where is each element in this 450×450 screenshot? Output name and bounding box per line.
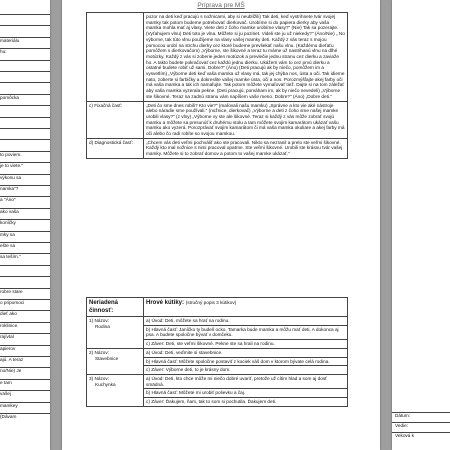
- right-page: [392, 0, 450, 450]
- activity-step: a) Úvod: Deti, môžete sa hrať na rodinu.: [144, 317, 348, 326]
- page-header: Príprava pre MŠ: [197, 2, 245, 9]
- activity-name-cell: [87, 348, 144, 374]
- left-fragment-line: výkonu sa: [0, 174, 50, 181]
- left-fragment-line: apierov: [0, 345, 50, 352]
- left-fragment-line: hu:: [0, 48, 50, 55]
- activity-name: Kuchynka: [95, 381, 116, 387]
- activity-step: c) Záver: Ďakujem, ňam, tak to som si pochutila. Ďakujem deti.: [144, 398, 348, 407]
- left-fragment-line: materiálu: [0, 37, 50, 44]
- lesson-row: [87, 138, 348, 158]
- left-fragment-line: dieť ako: [0, 310, 50, 317]
- activity-number: 2) Názov:: [89, 349, 110, 355]
- left-fragment-line: ešte sa: [0, 242, 50, 249]
- lesson-row: [87, 101, 348, 138]
- lesson-row-text: „Chcem vás deti veľmi pochváliť ako ste pracovali. Nikto sa nezranil a prelo ste veľmi šikovné. Každý kto mal nožnice s nimi pracoval opatrne. Ste veľmi šikovné. Urobili ste krásnu tvár vašej mamky. Môžete si to zobrať domov a potom to vašej mamke ukázať.": [144, 138, 348, 158]
- left-fragment-line: [0, 14, 50, 15]
- activity-step: b) Hlavná časť: Janíčko ty budeš ocko, Tamarka bude mamka a môžu mať deti. A dokonca aj psa. A budete spoločne bývať v domčeku.: [144, 325, 348, 339]
- left-page: [0, 0, 50, 450]
- activity-name: Stavebnice: [95, 355, 119, 361]
- left-fragment-line: rajívtal: [0, 333, 50, 340]
- center-page: [62, 0, 380, 450]
- left-fragment-line: koníčky: [0, 219, 50, 226]
- activity-name: Rodina: [95, 323, 110, 329]
- left-fragment-line: mamkey: [0, 402, 50, 409]
- left-fragment-line: pomôcka: [0, 94, 50, 101]
- left-fragment-line: mky sa: [0, 231, 50, 238]
- left-fragment-line: (Dávam: [0, 413, 50, 420]
- left-fragment-line: [0, 25, 50, 26]
- lesson-row-label: d) Diagnostická časť:: [87, 138, 144, 158]
- left-fragment-line: [0, 139, 50, 140]
- activity-row: [87, 317, 348, 326]
- left-fragment-line: [0, 82, 50, 83]
- left-fragment-line: je to viete.": [0, 162, 50, 169]
- activity-step: c) Záver: Výborne deti, to je krásny dom.: [144, 366, 348, 375]
- left-fragment-line: sa teším.": [0, 253, 50, 260]
- activities-header-row: [87, 298, 348, 317]
- activity-row: [87, 374, 348, 388]
- left-fragment-line: ajú. A teraz: [0, 356, 50, 363]
- activities-subheading-cell: Hrové kútiky: (stručný popis 3 kútikov): [144, 298, 348, 317]
- left-fragment-line: vašej: [0, 390, 50, 397]
- activities-heading: Neriadená činnosť:: [87, 298, 144, 317]
- left-fragment-line: a "Áno": [0, 196, 50, 203]
- right-label: Vedie:: [392, 422, 450, 429]
- left-fragment-line: roklinice.: [0, 322, 50, 329]
- left-fragment-line: [0, 265, 50, 266]
- activity-name-cell: [87, 317, 144, 349]
- left-fragment-line: [0, 105, 50, 106]
- lesson-row-label: c) Fixačná časť:: [87, 101, 144, 138]
- lesson-plan-table: [86, 12, 348, 159]
- activity-number: 1) Názov:: [89, 318, 110, 323]
- left-fragment-line: [0, 60, 50, 61]
- activity-number: 3) Názov:: [89, 375, 110, 381]
- activity-step: b) Hlavná časť: Môžete spoločne postaviť z kociek váš dom v ktorom bývate celá rodina.: [144, 357, 348, 366]
- activity-step: c) Záver: Deti, ste veľmi šikovné. Pekne ste sa hrali na rodinu.: [144, 340, 348, 349]
- activity-name-cell: [87, 374, 144, 406]
- right-label: Veková k: [392, 432, 450, 439]
- left-fragment-line: no/Nie) Je: [0, 367, 50, 374]
- lesson-row-text: „Deti čo sme dnes robili? Kto vie?" (maľovali našu mamku) „Správne a kto vie aké nástroje alebo náradie sme používali." (nožnice, dierkovač) „Výborne a deti z čoho sme našej mamke urobili vlasy?" (z vlny) „Výborne vy ste ale šikovné. Teraz si každý z vás môže zobrať svojú mamku a môžete sa presunúť k druhému stolu a tam môžete svojim kamarátom ukázať vašu mamku ako vyzerá. Porozprávať svojim kamarátom či má vaša mamka okuliare a akej farby má oči alebo čo radi robíte so svojou mamkou.: [144, 101, 348, 138]
- lesson-row-text: pozor na deti keď pracujú s nožnicami, aby si neublížili) Tak deti, keď vystrihnete tvár svojej mamky tak potom budeme potrebovať dierkovač. Urobíme si do papiera dierky aby vaša mamka mohla mať aj vlasy. Viete deti z čoho mamke urobíme vlasy?" (Nie) Tak sa pozerajte. (Vyťahujem vlnu) Deti toto je vlna. Môžete si ju poziriet. Videli ste ju už niekedy?" (Áno/Nie) „ No výborne, tak túto vlnu použijeme na vlasy vašej mamky deti. Každý z vás teraz s mojou pomocou urobí na strchu dierky cez ktoré budeme prevliekať našu vlnu. (Každému dieťaťu pomôžem s dierkovačom) „Výborne, ste šikovné a teraz tu máme už nastrihanú vlnu na dlhé motúzky. Každý z vás si zoberie jeden motúzok a prevlečie jednu stranu cez dierku a zaviaže ho. A takto budete pokračovať cez každú jednu dierku. Ukážem vám to cez prvú dierku a ostatné budete robiť už sami. Dobre?" (Áno) (Deti pracujú ak by niečo, pomôžem im a vysvetlím) „Výborne deti keď vaša mamka už vlasy má, tak jej chýba nos, ústa a oči. Tak idieme nato, zoberte si farbičky a dokreslite vašej mamke ústa, oči a nos. Porozmýšľajte akej farby oči má vaša mamka a tak ich namaľujte. Tak potom môžete vymaľovať tiež. Dajte si na tom záležať aby vaša mamka vyzerala pekne. (Deti pracujú, pomáham im, ak by niečo nevedeli) „Výborne ste šikovné. Teraz na zadnú stranu vám napíšem vaše meno. Dobre?" (Áno) „Dobre deti.": [144, 13, 348, 102]
- left-fragment-line: o pripomoci: [0, 299, 50, 306]
- left-fragment-line: ako vaša: [0, 208, 50, 215]
- left-fragment-line: to poviem.: [0, 151, 50, 158]
- activity-row: [87, 348, 348, 357]
- left-fragment-line: [0, 276, 50, 277]
- left-fragment-line: e tam: [0, 379, 50, 386]
- activity-step: a) Úvod: Deti, kto chce môže mi niečo dobré uvariť, pretože už cítim hlad a som aj dosť smädná.: [144, 374, 348, 388]
- activity-step: a) Úvod: Deti, veďmite si stavebnice.: [144, 348, 348, 357]
- lesson-row: [87, 13, 348, 102]
- left-fragment-line: [0, 71, 50, 72]
- left-fragment-line: [0, 117, 50, 118]
- left-fragment-line: namka"?: [0, 185, 50, 192]
- right-label: Dátum:: [392, 412, 450, 419]
- left-fragment-line: robre stare: [0, 288, 50, 295]
- left-fragment-line: [0, 128, 50, 129]
- lesson-row-label: [87, 13, 144, 102]
- activity-step: b) Hlavná časť: Môžete mi urobiť polievku a čaj.: [144, 389, 348, 398]
- activities-table: [86, 297, 348, 407]
